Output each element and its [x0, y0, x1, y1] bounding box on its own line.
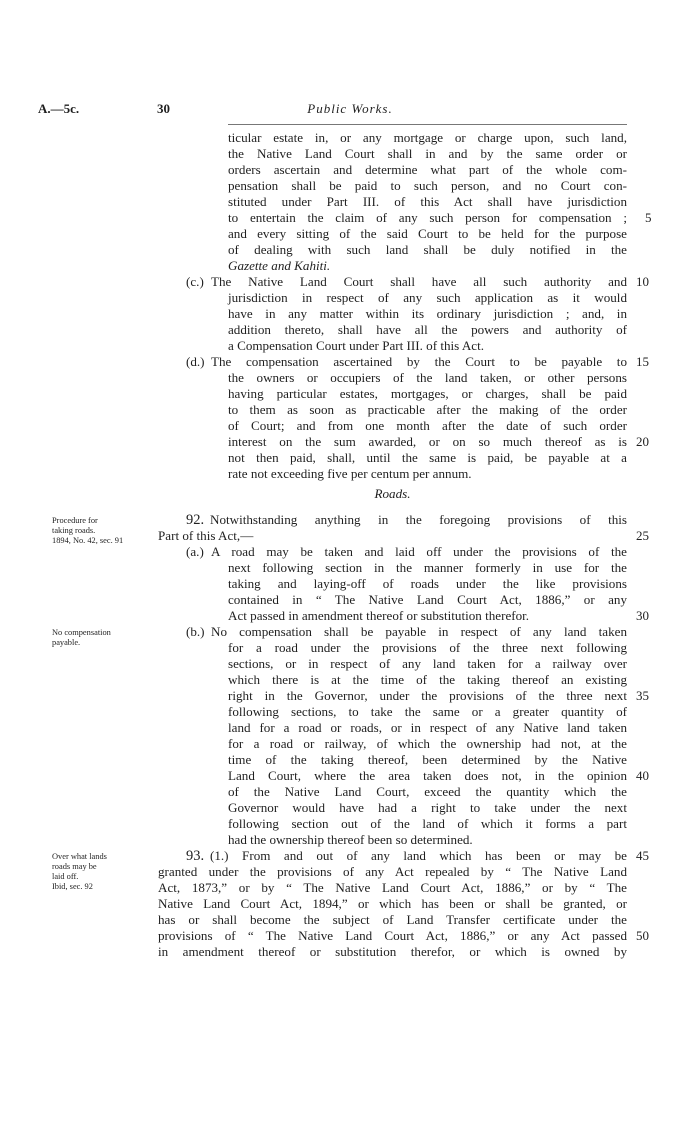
text-line: sections, or in respect of any land taken for a railway over: [228, 656, 627, 671]
text-line: orders ascertain and determine what part of the whole com-: [228, 162, 627, 177]
text-line: not then paid, shall, until the same is paid, be payable at a: [228, 450, 627, 465]
section-number: 93.: [186, 848, 205, 864]
text-line: provisions of “ The Native Land Court Act, 1886,” or any Act passed: [158, 928, 627, 943]
line-number: 30: [636, 608, 649, 623]
header-rule: [228, 124, 627, 125]
text-line: contained in “ The Native Land Court Act, 1886,” or any: [228, 592, 627, 607]
text-line: Act, 1873,” or by “ The Native Land Court Act, 1886,” or by “ The: [158, 880, 627, 895]
text-line: stituted under Part III. of this Act shall have jurisdiction: [228, 194, 627, 209]
text-line: and every sitting of the said Court to be held for the purpose: [228, 226, 627, 241]
margin-note: No compensation payable.: [52, 628, 111, 647]
page-number: 30: [157, 101, 170, 116]
text-line: ticular estate in, or any mortgage or charge upon, such land,: [228, 130, 627, 145]
text-line: in amendment thereof or substitution therefor, or which is owned by: [158, 944, 627, 959]
paragraph-mark: (d.): [186, 354, 205, 369]
text-line: A road may be taken and laid off under the provisions of the: [211, 544, 627, 559]
text-line: to them as soon as practicable after the making of the order: [228, 402, 627, 417]
text-line: Act passed in amendment thereof or substitution therefor.: [228, 608, 530, 623]
text-line: for a road under the provisions of the three next following: [228, 640, 627, 655]
text-line: of the Native Land Court, exceed the quantity which the: [228, 784, 627, 799]
page-header: [0, 101, 700, 121]
text-line: rate not exceeding five per centum per annum.: [228, 466, 472, 481]
margin-note: Over what lands roads may be laid off. Ibid, sec. 92: [52, 852, 107, 891]
text-line: to entertain the claim of any such person for compensation ;: [228, 210, 627, 225]
text-line: interest on the sum awarded, or on so much thereof as is: [228, 434, 627, 449]
text-line: Land Court, where the area taken does not, in the opinion: [228, 768, 627, 783]
text-line: has or shall become the subject of Land Transfer certificate under the: [158, 912, 627, 927]
text-line: pensation shall be paid to such person, and no Court con-: [228, 178, 627, 193]
text-line: (1.) From and out of any land which has been or may be: [210, 848, 627, 863]
text-line: granted under the provisions of any Act repealed by “ The Native Land: [158, 864, 627, 879]
text-line: of Court; and from one month after the date of such order: [228, 418, 627, 433]
text-line: Part of this Act,—: [158, 528, 254, 543]
line-number: 45: [636, 848, 649, 863]
text-line: having particular estates, mortgages, or charges, shall be paid: [228, 386, 627, 401]
text-line: time of the taking thereof, been determined by the Native: [228, 752, 627, 767]
text-line: right in the Governor, under the provisions of the three next: [228, 688, 627, 703]
text-line: The Native Land Court shall have all such authority and: [211, 274, 627, 289]
text-line: the Native Land Court shall in and by the same order or: [228, 146, 627, 161]
paragraph-mark: (a.): [186, 544, 204, 559]
section-heading: Roads.: [374, 486, 411, 501]
page-title: Public Works.: [307, 101, 393, 116]
text-line: No compensation shall be payable in respect of any land taken: [211, 624, 627, 639]
line-number: 50: [636, 928, 649, 943]
text-line: for a road or railway, of which the ownership had not, at the: [228, 736, 627, 751]
line-number: 20: [636, 434, 649, 449]
text-line: The compensation ascertained by the Court to be payable to: [211, 354, 627, 369]
text-line: of dealing with such land shall be duly notified in the: [228, 242, 627, 257]
section-number: 92.: [186, 512, 205, 528]
text-line: jurisdiction in respect of any such application as it would: [228, 290, 627, 305]
document-reference: A.—5c.: [38, 101, 80, 116]
text-line: Notwithstanding anything in the foregoing provisions of this: [210, 512, 627, 527]
text-line: the owners or occupiers of the land taken, or other persons: [228, 370, 627, 385]
text-line: Native Land Court Act, 1894,” or which has been or shall be granted, or: [158, 896, 627, 911]
line-number: 5: [645, 210, 652, 225]
text-line: Governor would have had a right to take under the next: [228, 800, 627, 815]
line-number: 25: [636, 528, 649, 543]
text-line: Gazette and Kahiti.: [228, 258, 331, 273]
text-line: addition thereto, shall have all the powers and authority of: [228, 322, 627, 337]
margin-note: Procedure for taking roads. 1894, No. 42, sec. 91: [52, 516, 124, 545]
line-number: 35: [636, 688, 649, 703]
text-line: which there is at the time of the taking thereof an existing: [228, 672, 627, 687]
text-line: land for a road or roads, or in respect of any Native land taken: [228, 720, 627, 735]
text-line: a Compensation Court under Part III. of this Act.: [228, 338, 485, 353]
text-line: taking and laying-off of roads under the like provisions: [228, 576, 627, 591]
text-line: following sections, to take the same or a greater quantity of: [228, 704, 627, 719]
text-line: have in any matter within its ordinary jurisdiction ; and, in: [228, 306, 627, 321]
text-line: next following section in the manner formerly in use for the: [228, 560, 627, 575]
text-line: following section out of the land of which it forms a part: [228, 816, 627, 831]
paragraph-mark: (b.): [186, 624, 205, 639]
text-line: had the ownership thereof been so determined.: [228, 832, 473, 847]
paragraph-mark: (c.): [186, 274, 204, 289]
line-number: 10: [636, 274, 649, 289]
line-number: 40: [636, 768, 649, 783]
line-number: 15: [636, 354, 649, 369]
